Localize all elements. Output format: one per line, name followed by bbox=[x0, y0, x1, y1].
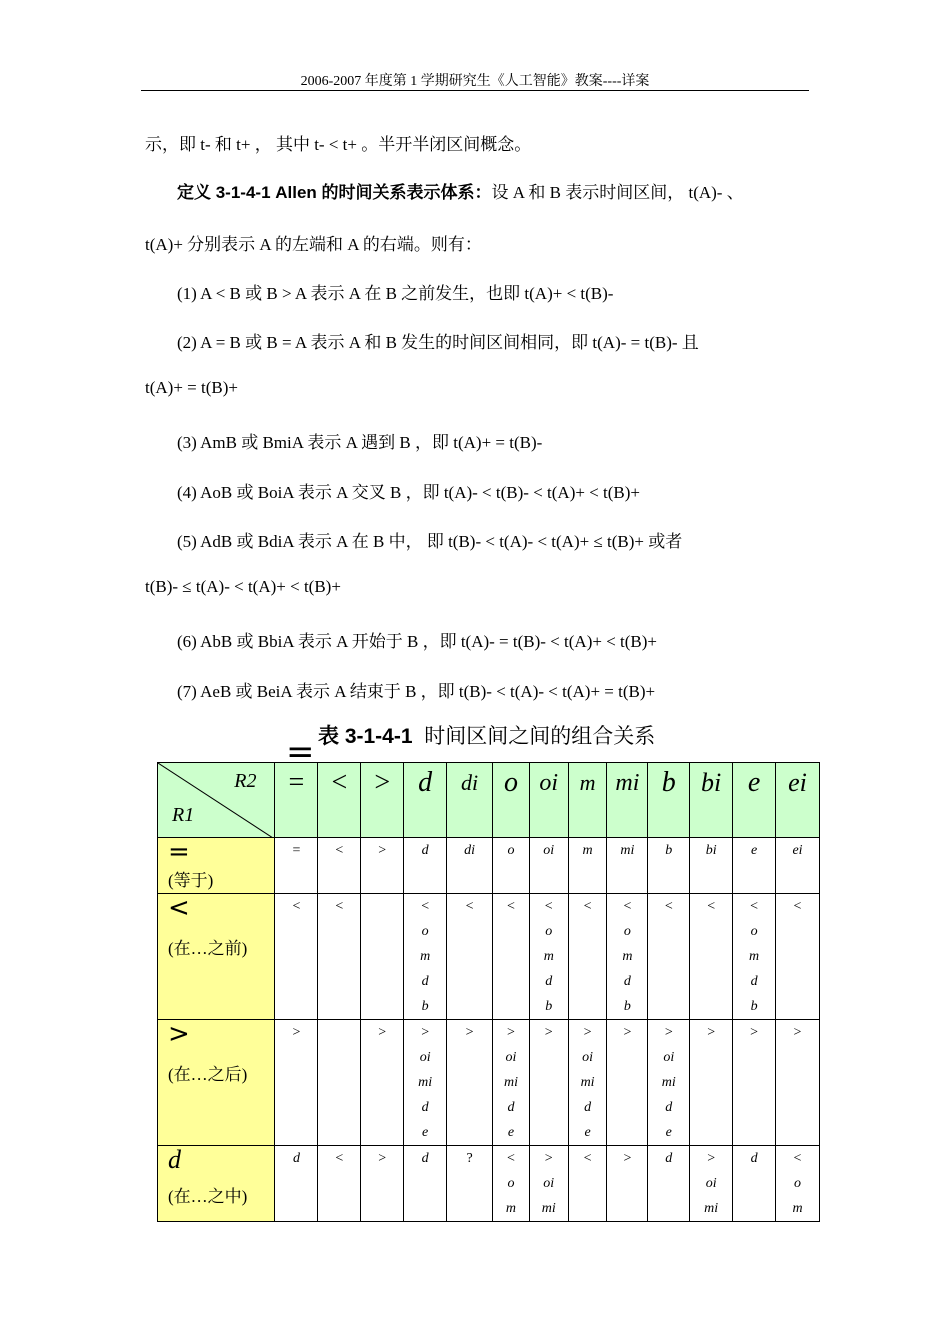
row-desc: (在…之后) bbox=[168, 1065, 248, 1084]
cell-item: > bbox=[750, 1025, 759, 1040]
table-cell bbox=[493, 1020, 530, 1146]
table-cell bbox=[690, 1146, 733, 1222]
table-cell bbox=[776, 838, 820, 894]
cell-item: e bbox=[422, 1125, 429, 1140]
cell-item: < bbox=[421, 899, 430, 914]
cell-item: m bbox=[582, 843, 593, 858]
table-cell bbox=[529, 1146, 568, 1222]
cell-item: d bbox=[584, 1100, 592, 1115]
row-header bbox=[158, 1146, 275, 1222]
cell-item: o bbox=[623, 924, 631, 939]
table-cell bbox=[493, 894, 530, 1020]
table-cell bbox=[275, 894, 318, 1020]
table-cell bbox=[776, 894, 820, 1020]
corner-r1: R1 bbox=[172, 804, 195, 826]
table-cell bbox=[404, 894, 447, 1020]
cell-item: > bbox=[378, 843, 387, 858]
cell-item: mi bbox=[418, 1075, 433, 1090]
table-cell bbox=[318, 894, 361, 1020]
cell-item: oi bbox=[543, 843, 555, 858]
cell-item: m bbox=[543, 949, 554, 964]
col-header: mi bbox=[607, 763, 648, 838]
table-cell bbox=[275, 838, 318, 894]
table-cell bbox=[404, 1146, 447, 1222]
header-rule bbox=[141, 90, 809, 91]
cell-item: d bbox=[507, 1100, 515, 1115]
col-header: m bbox=[568, 763, 607, 838]
cell-item: > bbox=[793, 1025, 802, 1040]
table-cell bbox=[361, 1020, 404, 1146]
col-header: oi bbox=[529, 763, 568, 838]
intro-line: 示，即 t- 和 t+ ， 其中 t- < t+ 。半开半闭区间概念。 bbox=[145, 135, 532, 154]
cell-item: b bbox=[750, 999, 758, 1014]
definition-text: 设 A 和 B 表示时间区间， t(A)- 、 bbox=[491, 183, 744, 202]
table-cell bbox=[648, 894, 690, 1020]
cell-item: < bbox=[335, 1151, 344, 1166]
col-header: b bbox=[648, 763, 690, 838]
page-header: 2006-2007 年度第 1 学期研究生《人工智能》教案----详案 bbox=[300, 74, 650, 89]
definition-line bbox=[177, 178, 842, 203]
cell-item: < bbox=[583, 899, 592, 914]
cell-item: < bbox=[544, 899, 553, 914]
cell-item: o bbox=[507, 1176, 515, 1191]
cell-item: d bbox=[292, 1151, 300, 1166]
corner-cell bbox=[158, 763, 275, 838]
table-cell bbox=[447, 838, 493, 894]
table-cell bbox=[447, 1020, 493, 1146]
table-cell bbox=[568, 1020, 607, 1146]
col-header: o bbox=[493, 763, 530, 838]
cell-item: o bbox=[507, 843, 515, 858]
table-cell bbox=[275, 1146, 318, 1222]
cell-item: d bbox=[421, 1151, 429, 1166]
item-7: (7) AeB 或 BeiA 表示 A 结束于 B ，即 t(B)- < t(A)- < t(A)+ = t(B)+ bbox=[177, 682, 656, 701]
table-cell bbox=[404, 838, 447, 894]
cell-item: o bbox=[794, 1176, 801, 1191]
cell-item: d bbox=[421, 843, 429, 858]
table-cell bbox=[648, 1146, 690, 1222]
table-cell bbox=[690, 1020, 733, 1146]
corner-r2: R2 bbox=[234, 770, 257, 792]
table-row bbox=[158, 894, 820, 1020]
cell-item: d bbox=[750, 974, 758, 989]
table-cell bbox=[361, 1146, 404, 1222]
table-cell bbox=[529, 1020, 568, 1146]
row-symbol: > bbox=[168, 1019, 190, 1049]
item-2: (2) A = B 或 B = A 表示 A 和 B 发生的时间区间相同，即 t(A)- = t(B)- 且 bbox=[177, 333, 699, 352]
cell-item: < bbox=[793, 899, 802, 914]
cell-item: < bbox=[664, 899, 673, 914]
cell-item: > bbox=[707, 1151, 716, 1166]
cell-item: o bbox=[545, 924, 553, 939]
cell-item: o bbox=[750, 924, 758, 939]
table-cell bbox=[776, 1020, 820, 1146]
cell-item: > bbox=[378, 1151, 387, 1166]
col-header: ei bbox=[776, 763, 820, 838]
cell-item: < bbox=[292, 899, 301, 914]
item-6: (6) AbB 或 BbiA 表示 A 开始于 B ，即 t(A)- = t(B)- < t(A)+ < t(B)+ bbox=[177, 632, 658, 651]
cell-item: > bbox=[507, 1025, 515, 1040]
item-2-cont: t(A)+ = t(B)+ bbox=[145, 378, 238, 397]
row-header bbox=[158, 1020, 275, 1146]
row-header bbox=[158, 838, 275, 894]
cell-item: < bbox=[750, 899, 759, 914]
table-cell bbox=[493, 1146, 530, 1222]
cell-item: d bbox=[421, 1100, 429, 1115]
relation-table bbox=[157, 762, 820, 1222]
cell-item: < bbox=[623, 899, 632, 914]
row-desc: (在…之前) bbox=[168, 939, 248, 958]
table-cell bbox=[568, 894, 607, 1020]
table-cell bbox=[447, 1146, 493, 1222]
table-row bbox=[158, 1020, 820, 1146]
col-header: bi bbox=[690, 763, 733, 838]
cell-item: oi bbox=[705, 1176, 717, 1191]
definition-cont: t(A)+ 分别表示 A 的左端和 A 的右端。则有： bbox=[145, 235, 482, 254]
cell-item: d bbox=[545, 974, 553, 989]
table-row bbox=[158, 838, 820, 894]
cell-item: m bbox=[749, 949, 760, 964]
cell-item: < bbox=[793, 1151, 802, 1166]
table-cell bbox=[776, 1146, 820, 1222]
table-cell bbox=[318, 1146, 361, 1222]
cell-item: d bbox=[750, 1151, 758, 1166]
table-row bbox=[158, 1146, 820, 1222]
cell-item: mi bbox=[620, 843, 635, 858]
row-symbol: = bbox=[168, 837, 190, 867]
cell-item: d bbox=[623, 974, 631, 989]
cell-item: e bbox=[750, 843, 758, 858]
cell-item: b bbox=[623, 999, 631, 1014]
table-header-row bbox=[158, 763, 820, 838]
table-cell bbox=[361, 894, 404, 1020]
row-symbol: d bbox=[168, 1145, 181, 1174]
cell-item: < bbox=[507, 899, 515, 914]
cell-item: mi bbox=[704, 1201, 719, 1216]
cell-item: b bbox=[665, 843, 673, 858]
cell-item: e bbox=[665, 1125, 672, 1140]
cell-item: mi bbox=[541, 1201, 556, 1216]
table-cell bbox=[733, 894, 776, 1020]
table-cell bbox=[404, 1020, 447, 1146]
table-cell bbox=[318, 838, 361, 894]
cell-item: d bbox=[665, 1100, 673, 1115]
cell-item: = bbox=[292, 843, 301, 858]
table-cell bbox=[648, 838, 690, 894]
row-desc: (等于) bbox=[168, 871, 214, 890]
table-cell bbox=[568, 838, 607, 894]
cell-item: > bbox=[421, 1025, 430, 1040]
table-cell bbox=[607, 1020, 648, 1146]
cell-item: < bbox=[507, 1151, 515, 1166]
item-4: (4) AoB 或 BoiA 表示 A 交叉 B ，即 t(A)- < t(B)- < t(A)+ < t(B)+ bbox=[177, 483, 641, 502]
table-cell bbox=[607, 1146, 648, 1222]
cell-item: m bbox=[622, 949, 633, 964]
table-cell bbox=[529, 838, 568, 894]
cell-item: > bbox=[623, 1151, 632, 1166]
cell-item: > bbox=[544, 1151, 553, 1166]
cell-item: ? bbox=[466, 1151, 473, 1166]
cell-item: b bbox=[421, 999, 429, 1014]
cell-item: > bbox=[623, 1025, 632, 1040]
table-cell bbox=[733, 1020, 776, 1146]
cell-item: < bbox=[335, 899, 344, 914]
cell-item: ei bbox=[792, 843, 803, 858]
table-cell bbox=[607, 894, 648, 1020]
cell-item: < bbox=[583, 1151, 592, 1166]
col-header: = bbox=[275, 763, 318, 838]
cell-item: e bbox=[584, 1125, 591, 1140]
cell-item: mi bbox=[503, 1075, 518, 1090]
cell-item: mi bbox=[661, 1075, 676, 1090]
row-symbol: < bbox=[168, 893, 190, 923]
item-3: (3) AmB 或 BmiA 表示 A 遇到 B ，即 t(A)+ = t(B)- bbox=[177, 433, 543, 452]
cell-item: d bbox=[421, 974, 429, 989]
cell-item: bi bbox=[705, 843, 717, 858]
cell-item: oi bbox=[419, 1050, 431, 1065]
cell-item: b bbox=[545, 999, 553, 1014]
col-header: e bbox=[733, 763, 776, 838]
row-desc: (在…之中) bbox=[168, 1187, 248, 1206]
col-header: > bbox=[361, 763, 404, 838]
cell-item: m bbox=[505, 1201, 517, 1216]
table-cell bbox=[690, 894, 733, 1020]
item-5-cont: t(B)- ≤ t(A)- < t(A)+ < t(B)+ bbox=[145, 577, 341, 596]
table-cell bbox=[493, 838, 530, 894]
cell-item: d bbox=[665, 1151, 673, 1166]
cell-item: m bbox=[792, 1201, 803, 1216]
col-header: d bbox=[404, 763, 447, 838]
row-header bbox=[158, 894, 275, 1020]
table-cell bbox=[568, 1146, 607, 1222]
cell-item: oi bbox=[582, 1050, 593, 1065]
cell-item: < bbox=[465, 899, 474, 914]
cell-item: oi bbox=[543, 1176, 555, 1191]
item-5: (5) AdB 或 BdiA 表示 A 在 B 中， 即 t(B)- < t(A)- < t(A)+ ≤ t(B)+ 或者 bbox=[177, 532, 683, 551]
cell-item: > bbox=[664, 1025, 673, 1040]
col-header: < bbox=[318, 763, 361, 838]
table-caption-text: 时间区间之间的组合关系 bbox=[424, 725, 656, 748]
cell-item: > bbox=[707, 1025, 716, 1040]
table-cell bbox=[447, 894, 493, 1020]
cell-item: o bbox=[421, 924, 429, 939]
table-cell bbox=[733, 1146, 776, 1222]
cell-item: > bbox=[544, 1025, 553, 1040]
equals-mark: = bbox=[286, 732, 315, 772]
cell-item: m bbox=[420, 949, 431, 964]
table-cell bbox=[648, 1020, 690, 1146]
table-cell bbox=[607, 838, 648, 894]
cell-item: di bbox=[464, 843, 476, 858]
cell-item: < bbox=[335, 843, 344, 858]
table-cell bbox=[318, 1020, 361, 1146]
table-cell bbox=[529, 894, 568, 1020]
table-caption-number: 表 3-1-4-1 bbox=[318, 725, 413, 748]
table-cell bbox=[690, 838, 733, 894]
item-1: (1) A < B 或 B > A 表示 A 在 B 之前发生，也即 t(A)+ < t(B)- bbox=[177, 284, 614, 303]
cell-item: oi bbox=[663, 1050, 675, 1065]
table-caption bbox=[318, 720, 655, 750]
table-cell bbox=[361, 838, 404, 894]
cell-item: oi bbox=[505, 1050, 517, 1065]
definition-title: 定义 3-1-4-1 Allen 的时间关系表示体系： bbox=[177, 183, 492, 202]
table-cell bbox=[733, 838, 776, 894]
cell-item: e bbox=[507, 1125, 515, 1140]
cell-item: > bbox=[465, 1025, 474, 1040]
table-cell bbox=[275, 1020, 318, 1146]
cell-item: < bbox=[707, 899, 716, 914]
cell-item: > bbox=[583, 1025, 592, 1040]
cell-item: > bbox=[378, 1025, 387, 1040]
col-header: di bbox=[447, 763, 493, 838]
cell-item: > bbox=[292, 1025, 301, 1040]
cell-item: mi bbox=[580, 1075, 595, 1090]
